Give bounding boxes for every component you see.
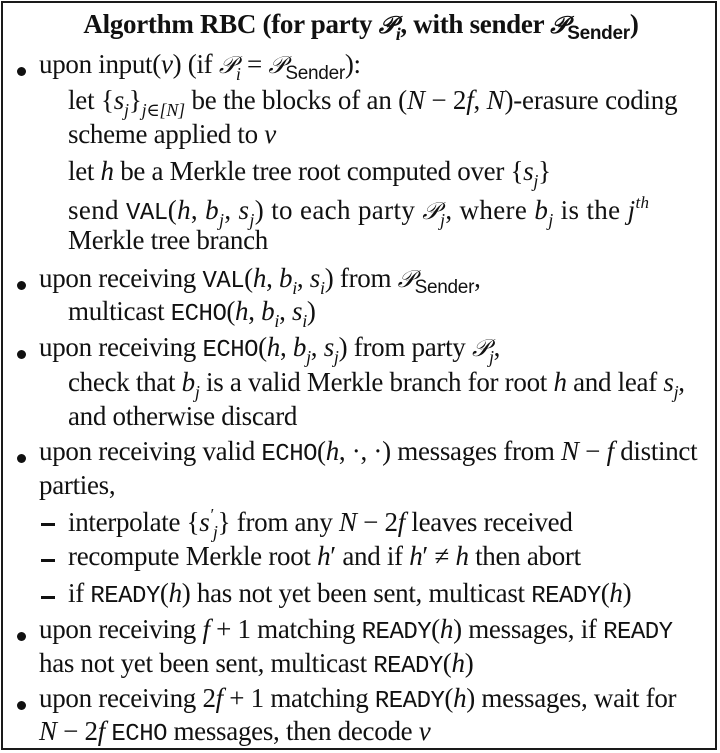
step-input-line3: let h be a Merkle tree root computed over $\{s_j\}$: [68, 156, 551, 191]
algorithm-box: [1, 1, 717, 750]
step-input-line2: scheme applied to v: [68, 119, 276, 149]
substep-interpolate: interpolate $\{s'_j\}$ from any N − 2f leaves received: [68, 505, 573, 542]
step-val-header: upon receiving VAL(h, $b_i$, $s_i$) from 𝒫$_{Sender}$,: [39, 263, 481, 298]
dash-icon: [41, 559, 55, 562]
bullet-icon: [17, 281, 26, 290]
substep-recompute: recompute Merkle root h′ and if h′ ≠ h then abort: [68, 541, 581, 571]
step-ready-amplify-line1: upon receiving f + 1 matching READY(h) messages, if READY: [39, 614, 673, 646]
step-echo-line2: and otherwise discard: [68, 401, 298, 431]
bullet-icon: [17, 701, 26, 710]
step-input-line5: Merkle tree branch: [68, 225, 268, 255]
bullet-icon: [17, 632, 26, 641]
bullet-icon: [17, 454, 26, 463]
step-input-line1: let $\{s_j\}_{j\in[N]}$ be the blocks of an (N − 2f, N)-erasure coding: [68, 85, 678, 120]
dash-icon: [41, 596, 55, 599]
bullet-icon: [17, 67, 26, 76]
step-ready-amplify-line2: has not yet been sent, multicast READY(h): [39, 648, 474, 680]
dash-icon: [41, 523, 55, 526]
step-input-header: upon input(v) (if 𝒫$_i$ = 𝒫$_{Sender}$):: [39, 49, 361, 84]
step-input-line4: send VAL(h, $b_j$, $s_j$) to each party 𝒫$_j$, where $b_j$ is the $j^{th}$: [68, 193, 650, 230]
bullet-icon: [17, 350, 26, 359]
step-decode-line1: upon receiving 2f + 1 matching READY(h) messages, wait for: [39, 683, 677, 715]
substep-ready: if READY(h) has not yet been sent, multicast READY(h): [68, 578, 632, 610]
step-valid-echo-header: upon receiving valid ECHO(h, ·, ·) messages from N − f distinct: [39, 436, 698, 468]
step-val-line1: multicast ECHO(h, $b_i$, $s_i$): [68, 296, 316, 331]
step-echo-header: upon receiving ECHO(h, $b_j$, $s_j$) from party 𝒫$_j$,: [39, 332, 501, 367]
step-echo-line1: check that $b_j$ is a valid Merkle branch for root h and leaf $s_j$,: [68, 367, 685, 402]
step-valid-echo-line2: parties,: [39, 470, 116, 500]
step-decode-line2: N − 2f ECHO messages, then decode v: [39, 716, 431, 748]
algorithm-title: Algorthm RBC (for party 𝒫$_i$, with sender 𝒫$_{Sender}$): [83, 9, 639, 44]
